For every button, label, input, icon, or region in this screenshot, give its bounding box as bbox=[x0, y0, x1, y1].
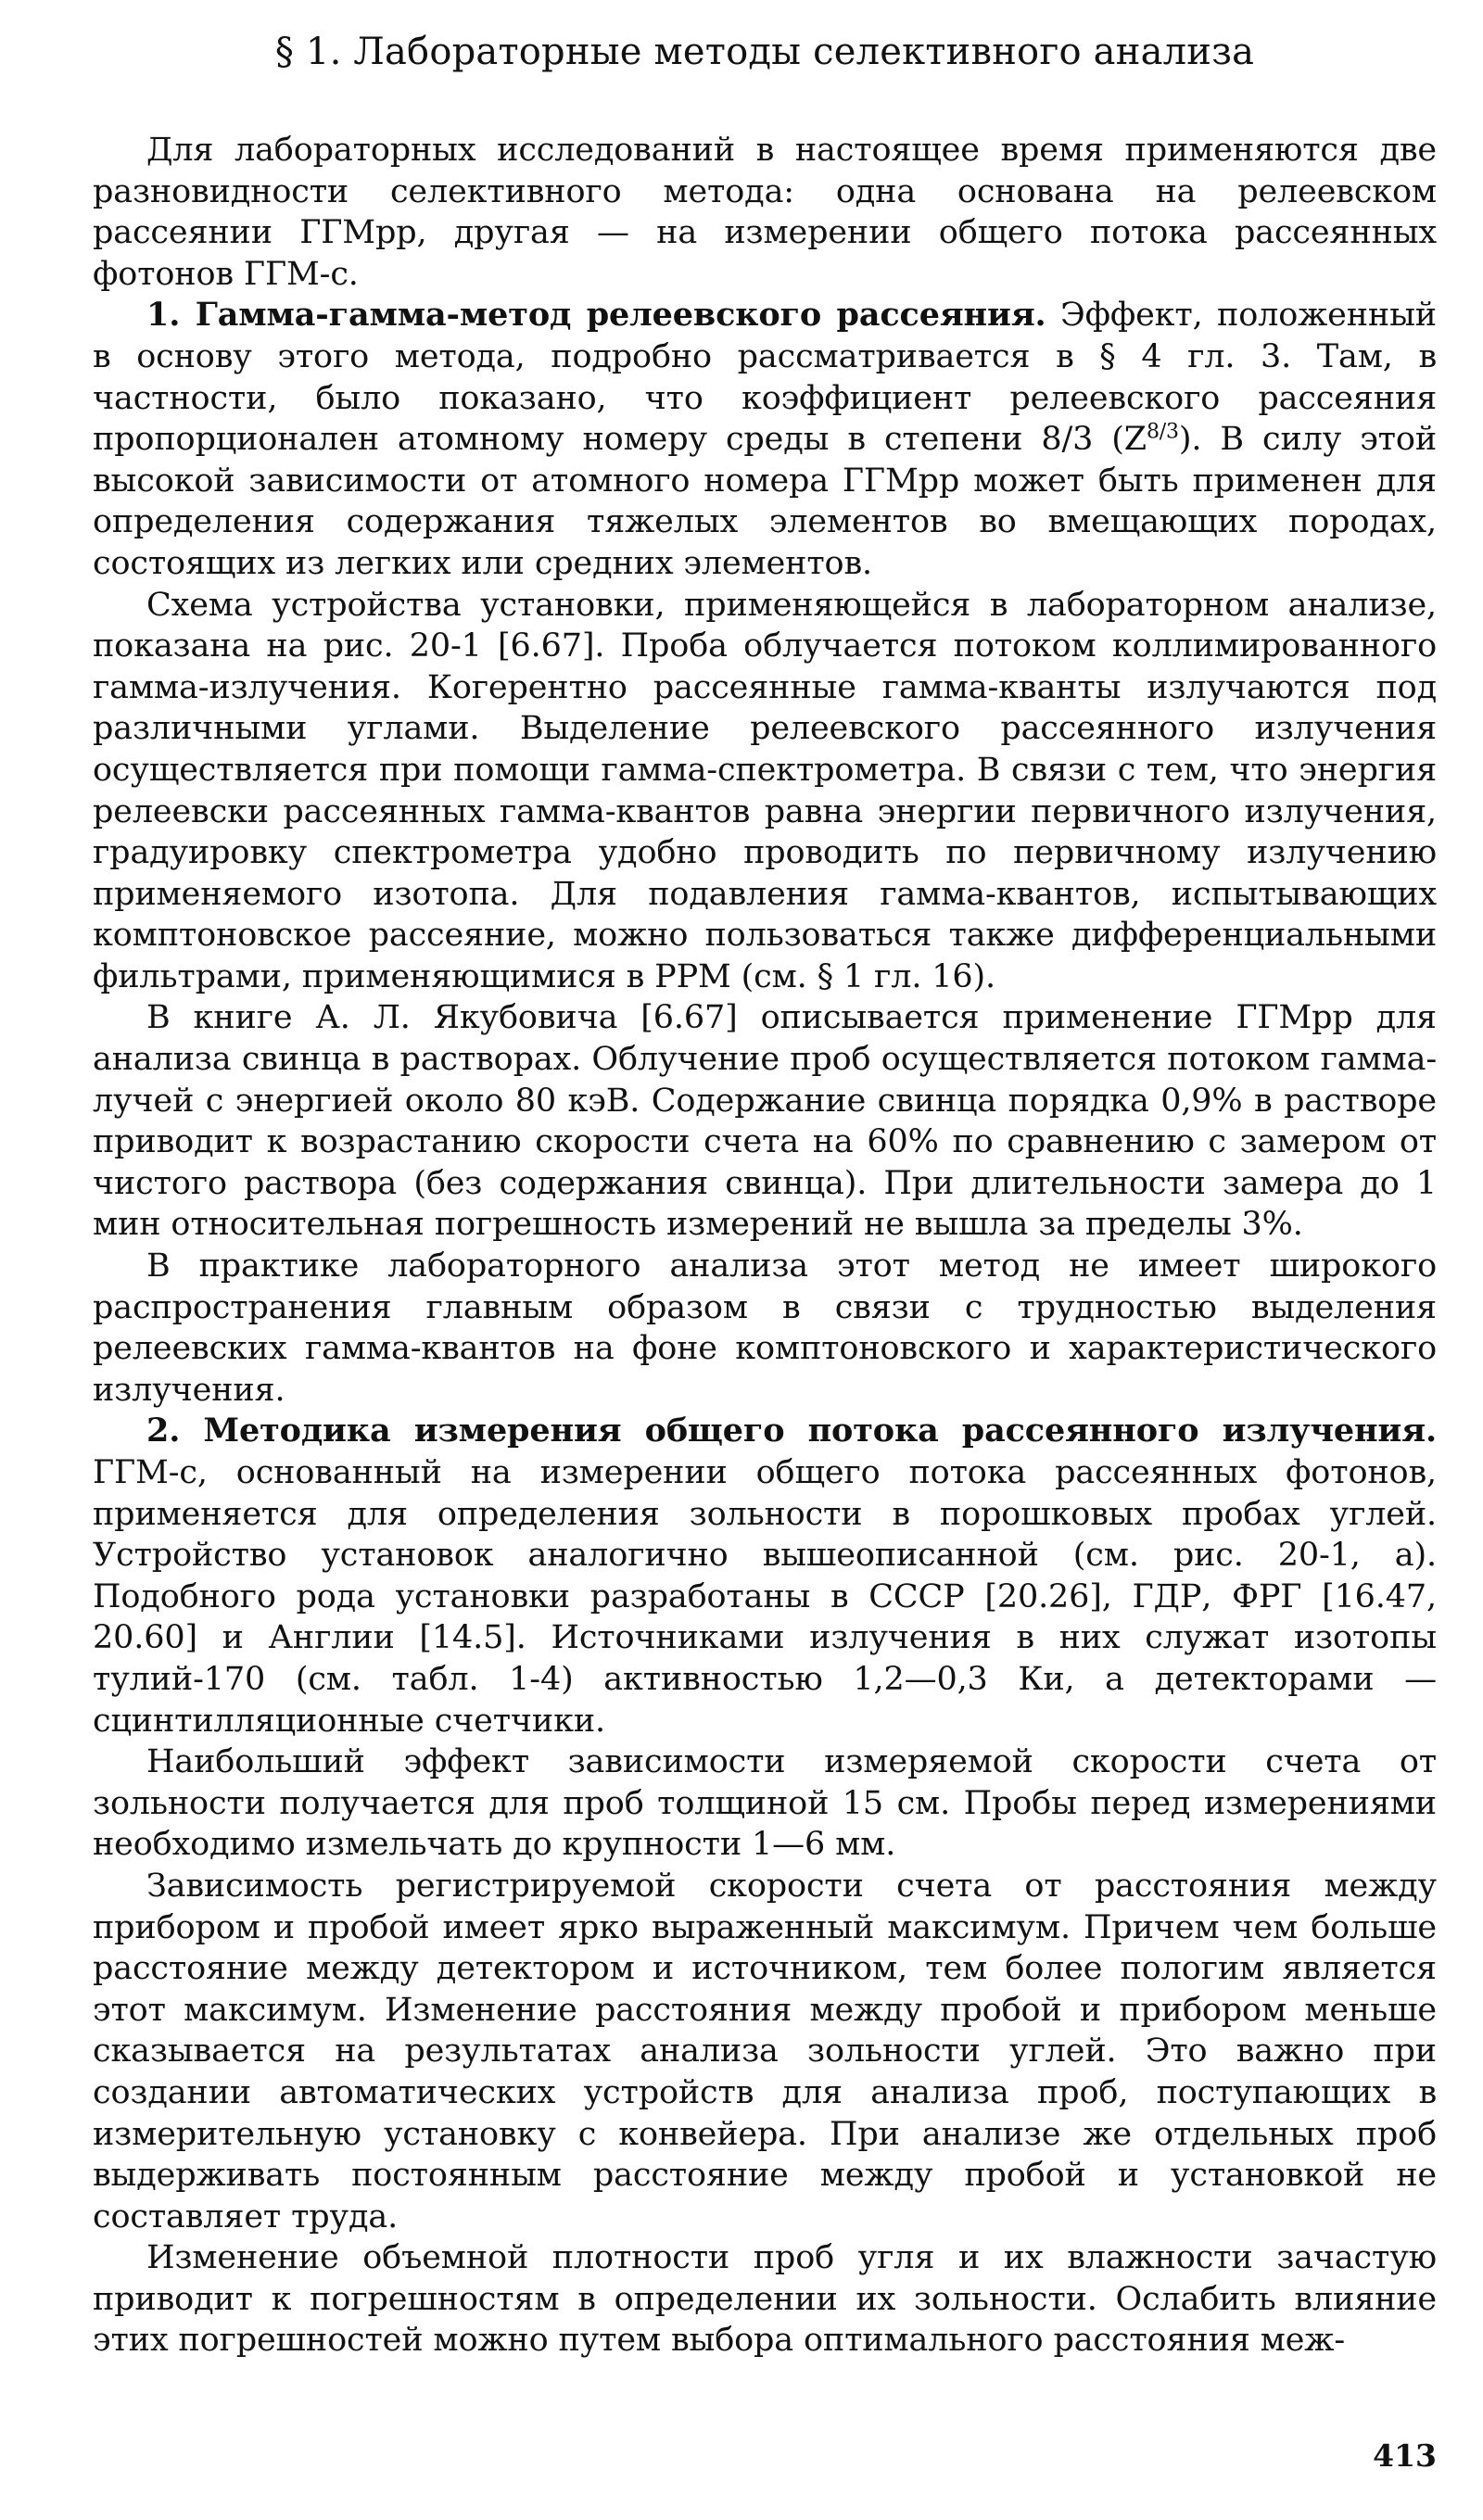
paragraph-sample-thickness bbox=[93, 1741, 1437, 1866]
paragraph-text: Схема устройства установки, применяющейся в лабораторном анализе, показана на рис. 20-1 [6.67]. Проба облучается потоком коллимированного гамма-излучения. Когерентно рассеянные гамма-кванты излучаются под различными углами. Выделение релеевского рассеянного излучения осуществляется при помощи гамма-спектрометра. В связи с тем, что энергия релеевски рассеянных гамма-квантов равна энергии первичного излучения, градуировку спектрометра удобно проводить по первичному излучению применяемого изотопа. Для подавления гамма-квантов, испытывающих комптоновское рассеяние, можно пользоваться также дифференциальными фильтрами, применяющимися в РРМ (см. § 1 гл. 16). bbox=[93, 586, 1437, 995]
paragraph-practice bbox=[93, 1246, 1437, 1411]
exponent: 8/3 bbox=[1146, 420, 1179, 444]
paragraph-setup-scheme bbox=[93, 585, 1437, 998]
page-number: 413 bbox=[1373, 2438, 1437, 2474]
book-page bbox=[93, 0, 1437, 2520]
paragraph-text: Зависимость регистрируемой скорости счета от расстояния между прибором и пробой имеет ярко выраженный максимум. Причем чем больше расстояние между детектором и источником, тем более пологим является этот максимум. Изменение расстояния между пробой и прибором меньше сказывается на результатах анализа зольности углей. Это важно при создании автоматических устройств для анализа проб, поступающих в измерительную установку с конвейера. При анализе же отдельных проб выдерживать постоянным расстояние между пробой и установкой не составляет труда. bbox=[93, 1867, 1437, 2235]
paragraph-total-flux-method bbox=[93, 1411, 1437, 1741]
body-text bbox=[93, 130, 1437, 2362]
paragraph-rayleigh-method bbox=[93, 295, 1437, 584]
paragraph-lead: 2. Методика измерения общего потока рассеянного излучения. bbox=[146, 1412, 1437, 1450]
paragraph-text: Для лабораторных исследований в настоящее время применяются две разновидности селективного метода: одна основана на релеевском рассеянии ГГМрр, другая — на измерении общего потока рассеянных фотонов ГГМ-с. bbox=[93, 132, 1437, 293]
section-title: § 1. Лабораторные методы селективного анализа bbox=[274, 31, 1255, 73]
paragraph-intro bbox=[93, 130, 1437, 295]
paragraph-text: В практике лабораторного анализа этот метод не имеет широкого распространения главным образом в связи с трудностью выделения релеевских гамма-квантов на фоне комптоновского и характеристического излучения. bbox=[93, 1247, 1437, 1409]
paragraph-text: Изменение объемной плотности проб угля и их влажности зачастую приводит к погрешностям в определении их зольности. Ослабить влияние этих погрешностей можно путем выбора оптимального расстояния меж- bbox=[93, 2239, 1437, 2360]
paragraph-text: ГГМ-с, основанный на измерении общего потока рассеянных фотонов, применяется для определения зольности в порошковых пробах углей. Устройство установок аналогично вышеописанной (см. рис. 20-1, а). Подобного рода установки разработаны в СССР [20.26], ГДР, ФРГ [16.47, 20.60] и Англии [14.5]. Источниками излучения в них служат изотопы тулий-170 (см. табл. 1-4) активностью 1,2—0,3 Ки, а детекторами — сцинтилляционные счетчики. bbox=[93, 1454, 1437, 1740]
paragraph-text-tail: ). В силу этой высокой зависимости от атомного номера ГГМрр может быть применен для определения содержания тяжелых элементов во вмещающих породах, состоящих из легких или средних элементов. bbox=[93, 421, 1437, 582]
paragraph-text: В книге А. Л. Якубовича [6.67] описывается применение ГГМрр для анализа свинца в растворах. Облучение проб осуществляется потоком гамма-лучей с энергией около 80 кэВ. Содержание свинца порядка 0,9% в растворе приводит к возрастанию скорости счета на 60% по сравнению с замером от чистого раствора (без содержания свинца). При длительности замера до 1 мин относительная погрешность измерений не вышла за пределы 3%. bbox=[93, 999, 1437, 1244]
paragraph-density-moisture bbox=[93, 2237, 1437, 2362]
paragraph-lead-analysis bbox=[93, 997, 1437, 1246]
paragraph-text: Наибольший эффект зависимости измеряемой скорости счета от зольности получается для проб толщиной 15 см. Пробы перед измерениями необходимо измельчать до крупности 1—6 мм. bbox=[93, 1743, 1437, 1864]
paragraph-distance-dependence bbox=[93, 1866, 1437, 2237]
paragraph-text: Эффект, положенный в основу этого метода, подробно рассматривается в § 4 гл. 3. Там, в частности, было показано, что коэффициент релеевского рассеяния пропорционален атомному номеру среды в степени 8/3 (Z bbox=[93, 297, 1437, 459]
paragraph-lead: 1. Гамма-гамма-метод релеевского рассеяния. bbox=[146, 296, 1046, 335]
